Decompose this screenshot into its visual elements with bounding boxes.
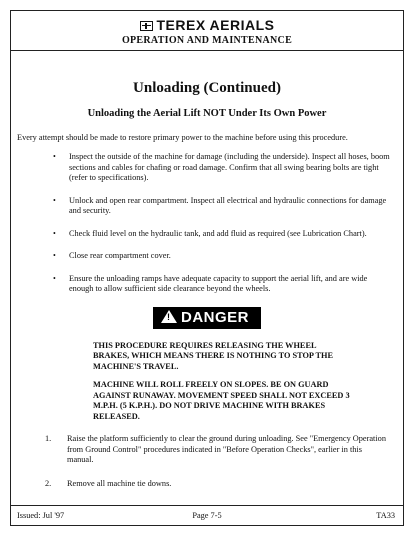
list-item [53, 195, 391, 217]
brand-name: TEREX AERIALS [156, 17, 275, 33]
procedure-steps [11, 434, 403, 489]
page-header [11, 11, 403, 51]
list-item-text: Check fluid level on the hydraulic tank, and add fluid as required (see Lubrication Chart). [69, 228, 367, 238]
page-content [11, 51, 403, 502]
list-item-text: Inspect the outside of the machine for damage (including the underside). Inspect all hoses, boom sections and cables for chafing or road damage. Confirm that all swing bearing bolts are tight (refer to specifications). [69, 152, 390, 182]
list-item-text: Close rear compartment cover. [69, 251, 171, 260]
page-footer [11, 505, 403, 525]
page-title: Unloading (Continued) [133, 80, 281, 96]
step-number: 1. [45, 434, 52, 443]
page-frame [10, 10, 404, 526]
list-item [53, 228, 391, 240]
list-item-text: Ensure the unloading ramps have adequate capacity to support the aerial lift, and are wide enough to allow sufficient side clearance beyond the wheels. [69, 273, 368, 293]
danger-banner-wrap [11, 307, 403, 329]
list-item [53, 273, 391, 295]
terex-logo-icon [140, 21, 153, 31]
step-item [45, 478, 389, 490]
document-code: TA33 [376, 511, 395, 520]
step-number: 2. [45, 478, 52, 488]
bullet-dot-icon: • [53, 228, 56, 238]
danger-label: DANGER [180, 308, 249, 326]
step-text: Remove all machine tie downs. [67, 478, 172, 488]
bullet-dot-icon: • [53, 273, 56, 283]
step-text: Raise the platform sufficiently to clear the ground during unloading. See "Emergency Operation from Ground Control" procedures indicated in "Before Operation Checks", earlier in this manual. [67, 434, 386, 464]
list-item [53, 152, 391, 184]
intro-text: Every attempt should be made to restore primary power to the machine before using this procedure. [17, 133, 348, 142]
warning-triangle-icon: ! [161, 310, 177, 323]
brand-line [11, 17, 403, 33]
section-title: Unloading the Aerial Lift NOT Under Its Own Power [87, 108, 327, 119]
bullet-dot-icon: • [53, 152, 56, 161]
danger-warning-text: MACHINE WILL ROLL FREELY ON SLOPES. BE ON GUARD AGAINST RUNAWAY. MOVEMENT SPEED SHALL NOT EXCEED 3 M.P.H. (5 K.P.H.). DO NOT DRIVE MACHINE WITH BRAKES RELEASED. [93, 380, 350, 421]
bullet-dot-icon: • [53, 251, 56, 260]
danger-banner [153, 307, 261, 329]
list-item-text: Unlock and open rear compartment. Inspect all electrical and hydraulic connections for damage and security. [69, 195, 387, 215]
manual-subtitle: OPERATION AND MAINTENANCE [121, 35, 293, 46]
list-item [53, 251, 391, 262]
bullet-dot-icon: • [53, 195, 56, 205]
issued-date: Issued: Jul '97 [17, 511, 65, 520]
danger-warning-text: THIS PROCEDURE REQUIRES RELEASING THE WHEEL BRAKES, WHICH MEANS THERE IS NOTHING TO STOP THE MACHINE'S TRAVEL. [93, 340, 333, 371]
page-number: Page 7-5 [192, 511, 222, 520]
step-item [45, 434, 389, 466]
inspection-bullets [11, 152, 403, 295]
